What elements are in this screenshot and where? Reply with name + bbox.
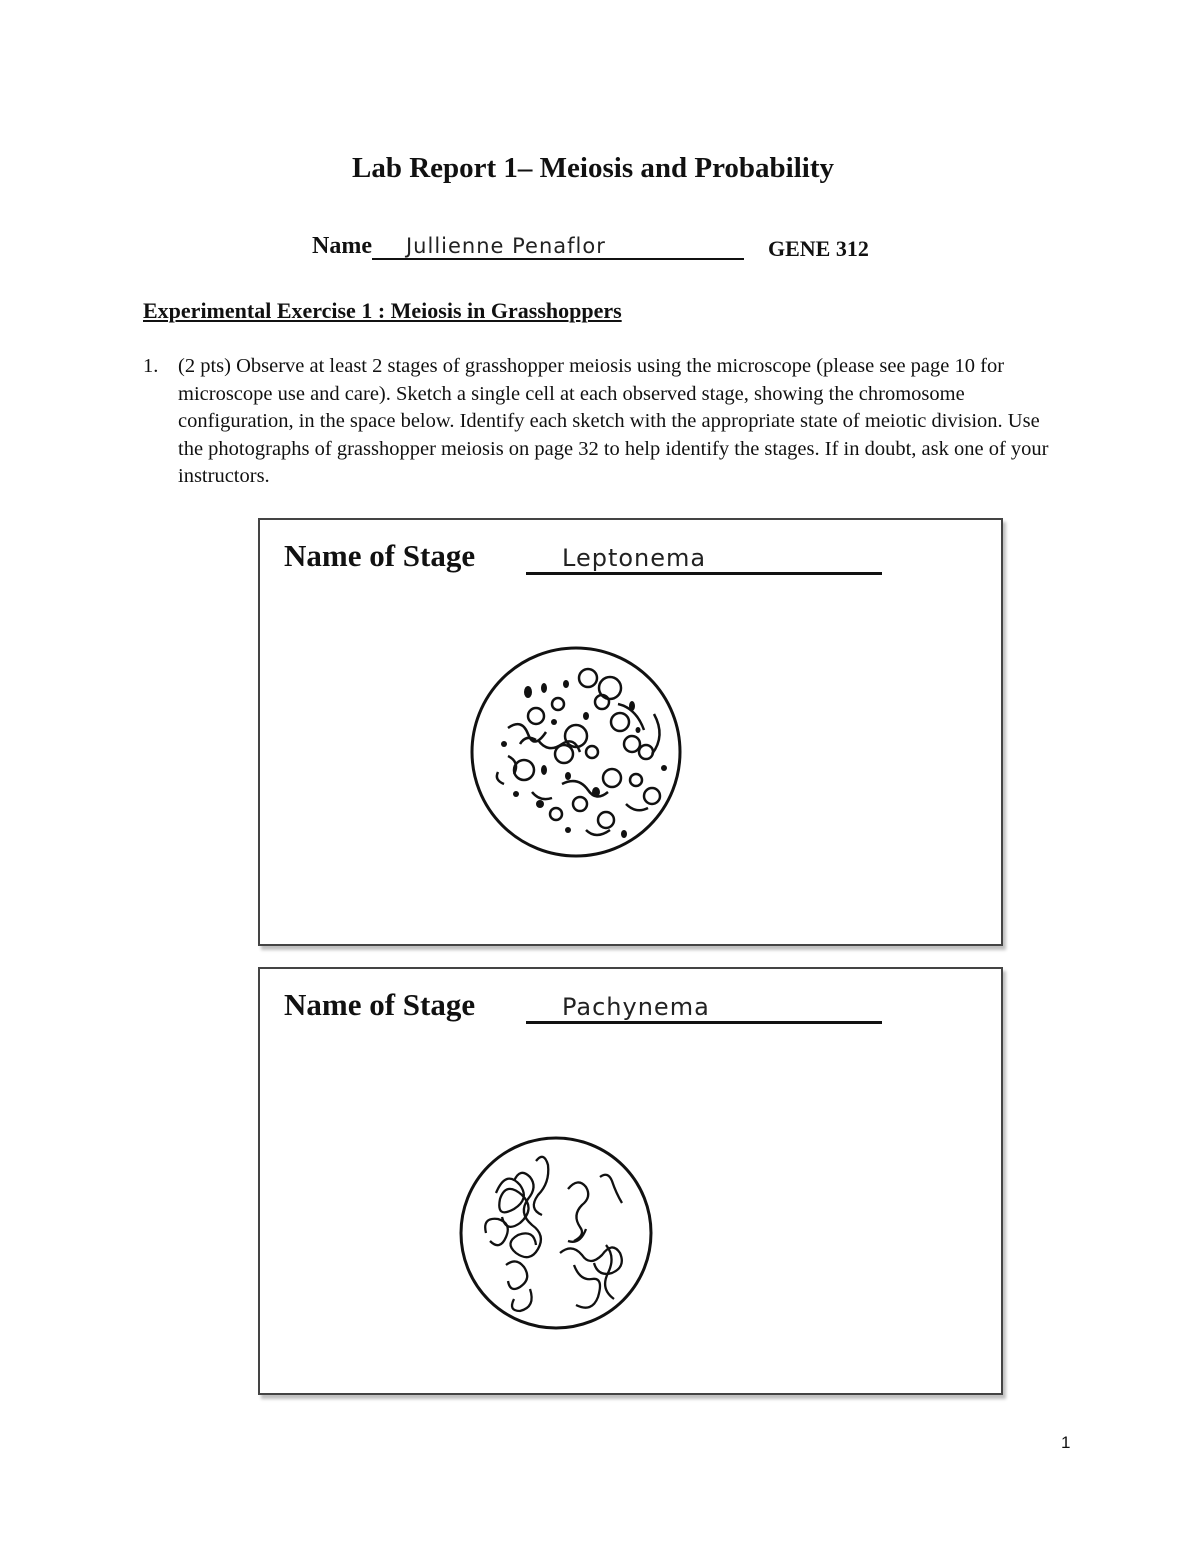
stage-value: Pachynema [562, 993, 710, 1021]
name-value: Jullienne Penaflor [405, 234, 606, 258]
sketch-box-2 [258, 967, 1003, 1395]
stage-label: Name of Stage [284, 987, 476, 1022]
sketch-box-1 [258, 518, 1003, 946]
pachynema-cell-sketch-icon [456, 1133, 656, 1333]
question-number: 1. [143, 355, 159, 377]
stage-value: Leptonema [562, 544, 707, 572]
section-heading: Experimental Exercise 1 : Meiosis in Grasshoppers [143, 298, 622, 323]
name-label: Name [312, 233, 372, 259]
question-text: (2 pts) Observe at least 2 stages of grasshopper meiosis using the microscope (please see page 10 for microscope use and care). Sketch a single cell at each observed stage, showing the chromosome configuration, in the space below. Identify each sketch with the appropriate state of meiotic division. Use the photographs of grasshopper meiosis on page 32 to help identify the stages. If in doubt, ask one of your instructors. [178, 355, 1049, 487]
leptonema-cell-sketch-icon [468, 644, 684, 860]
stage-label: Name of Stage [284, 538, 476, 573]
stage-field[interactable] [526, 995, 882, 1024]
course-code: GENE 312 [768, 236, 869, 261]
page-number: 1 [1061, 1433, 1071, 1452]
question-1 [143, 353, 1063, 491]
stage-field[interactable] [526, 546, 882, 575]
page-title: Lab Report 1– Meiosis and Probability [351, 152, 835, 184]
name-line [312, 232, 744, 260]
name-field[interactable] [372, 232, 744, 260]
